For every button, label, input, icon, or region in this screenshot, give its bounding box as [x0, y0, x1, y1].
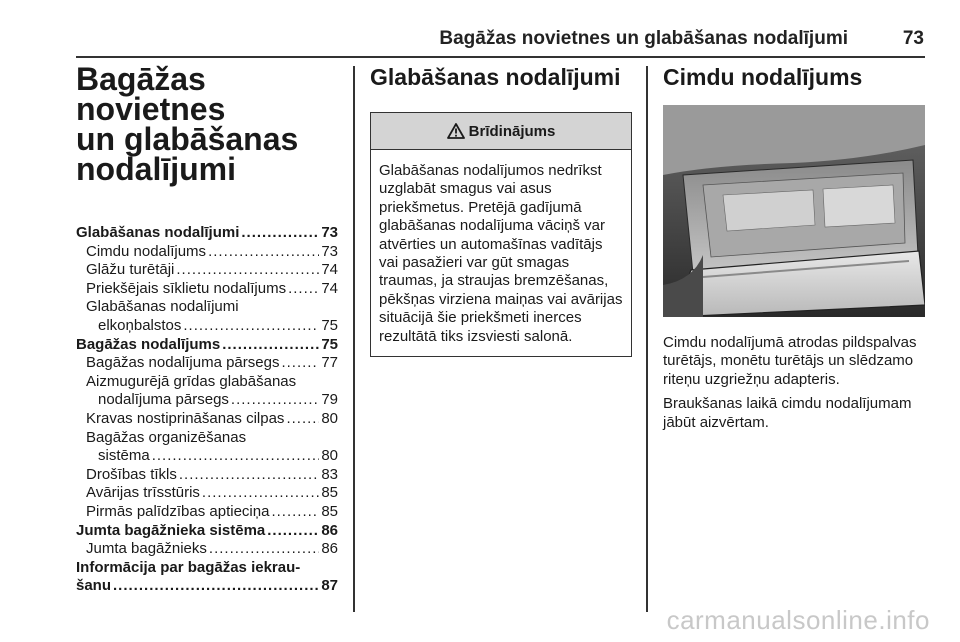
storage-column — [370, 64, 632, 357]
toc-entry-title[interactable]: Bagāžas organizēšanas — [86, 428, 247, 446]
toc-entry-page: 75 — [321, 335, 338, 353]
toc-entry-title: Glāžu turētāji — [86, 261, 175, 279]
chapter-title-line: un glabāšanas — [76, 121, 299, 157]
toc-entry-title: nodalījuma pārsegs — [98, 391, 229, 409]
glovebox-photo — [663, 105, 925, 317]
toc-entry[interactable] — [76, 317, 338, 336]
toc-entry-title: Priekšējais sīklietu nodalījums — [86, 279, 287, 297]
glovebox-illustration — [663, 105, 925, 317]
warning-body — [371, 150, 631, 356]
toc-entry-title: Drošības tīkls — [86, 465, 177, 483]
warning-text: Glabāšanas nodalījumos nedrīkst uzglabāt smagus vai asus priekšmetus. Pretējā gadījumā glabāšanas nodalījuma vāciņš var atvērties un automašīnas vadītājs vai pasažieri var gūt smagas traumas, ja straujas bremzēšanas, pēkšņas virziena maiņas vai avārijas situācijā šie priekšmeti inerces rezultātā tiks izsviesti salonā. — [379, 162, 623, 345]
toc-entry-page: 80 — [321, 447, 338, 465]
watermark: carmanualsonline.info — [666, 605, 930, 635]
toc-entry[interactable] — [76, 466, 338, 485]
page-number: 73 — [902, 28, 924, 49]
toc-entry-title: Pirmās palīdzības aptieciņa — [86, 502, 270, 520]
toc-entry-page: 74 — [321, 279, 338, 297]
toc-entry-page: 73 — [321, 224, 338, 241]
table-of-contents — [76, 224, 338, 596]
toc-entry-page: 79 — [321, 391, 338, 409]
paragraph: Cimdu nodalījumā atrodas pildspalvas turētājs, monētu turētājs un slēdzamo riteņu uzgriežņu adapteris. — [663, 334, 917, 388]
toc-entry-title[interactable]: Aizmugurējā grīdas glabāšanas — [86, 372, 297, 390]
toc-entry-title: Bagāžas nodalījuma pārsegs — [86, 354, 280, 372]
paragraph: Braukšanas laikā cimdu nodalījumam jābūt aizvērtam. — [663, 395, 912, 431]
column-divider — [646, 66, 648, 612]
toc-entry[interactable] — [76, 484, 338, 503]
warning-title: Brīdinājums — [468, 122, 556, 140]
chapter-title — [76, 61, 338, 187]
toc-entry-page: 85 — [321, 502, 338, 520]
toc-entry-title: Cimdu nodalījums — [86, 242, 207, 260]
toc-entry-page: 85 — [321, 484, 338, 502]
toc-entry[interactable] — [76, 577, 338, 596]
toc-entry-title: Jumta bagāžnieks — [86, 540, 207, 558]
toc-entry-title: Glabāšanas nodalījumi — [76, 224, 240, 241]
toc-entry[interactable] — [76, 447, 338, 466]
header-rule — [76, 56, 925, 58]
toc-entry-title: elkoņbalstos — [98, 316, 182, 334]
toc-entry-title[interactable]: Informācija par bagāžas iekrau- — [76, 558, 301, 576]
section-heading: Cimdu nodalījums — [663, 64, 863, 90]
toc-entry-title: Bagāžas nodalījums — [76, 335, 221, 353]
toc-entry[interactable] — [76, 224, 338, 243]
toc-entry-page: 75 — [321, 316, 338, 334]
toc-entry-page: 73 — [321, 242, 338, 260]
toc-column — [76, 61, 338, 596]
toc-entry-page: 77 — [321, 354, 338, 372]
toc-entry[interactable] — [76, 540, 338, 559]
toc-entry-page: 86 — [321, 540, 338, 558]
chapter-title-line: nodalījumi — [76, 151, 236, 187]
toc-entry-title: sistēma — [98, 447, 150, 465]
toc-entry[interactable] — [76, 522, 338, 541]
toc-entry-page: 86 — [321, 521, 338, 539]
toc-entry-page: 83 — [321, 465, 338, 483]
warning-triangle-icon — [447, 123, 465, 139]
toc-entry-title[interactable]: Glabāšanas nodalījumi — [86, 298, 239, 316]
warning-box — [370, 112, 632, 357]
toc-entry[interactable] — [76, 336, 338, 355]
toc-entry[interactable] — [76, 243, 338, 262]
running-header-title: Bagāžas novietnes un glabāšanas nodalījumi — [439, 28, 848, 49]
toc-entry-title: šanu — [76, 577, 112, 595]
toc-entry[interactable] — [76, 280, 338, 299]
column-divider — [353, 66, 355, 612]
toc-entry-page: 74 — [321, 261, 338, 279]
chapter-title-line: Bagāžas novietnes — [76, 61, 226, 127]
toc-entry[interactable] — [76, 410, 338, 429]
toc-entry-page: 87 — [321, 577, 338, 595]
toc-entry[interactable] — [76, 391, 338, 410]
toc-entry-title: Avārijas trīsstūris — [86, 484, 200, 502]
toc-entry[interactable] — [76, 354, 338, 373]
glovebox-column — [663, 64, 927, 432]
section-heading: Glabāšanas nodalījumi — [370, 64, 621, 90]
toc-entry-title: Jumta bagāžnieka sistēma — [76, 521, 266, 539]
warning-header — [371, 113, 631, 150]
toc-entry[interactable] — [76, 503, 338, 522]
toc-entry-title: Kravas nostiprināšanas cilpas — [86, 409, 285, 427]
toc-entry[interactable] — [76, 261, 338, 280]
toc-entry-page: 80 — [321, 409, 338, 427]
